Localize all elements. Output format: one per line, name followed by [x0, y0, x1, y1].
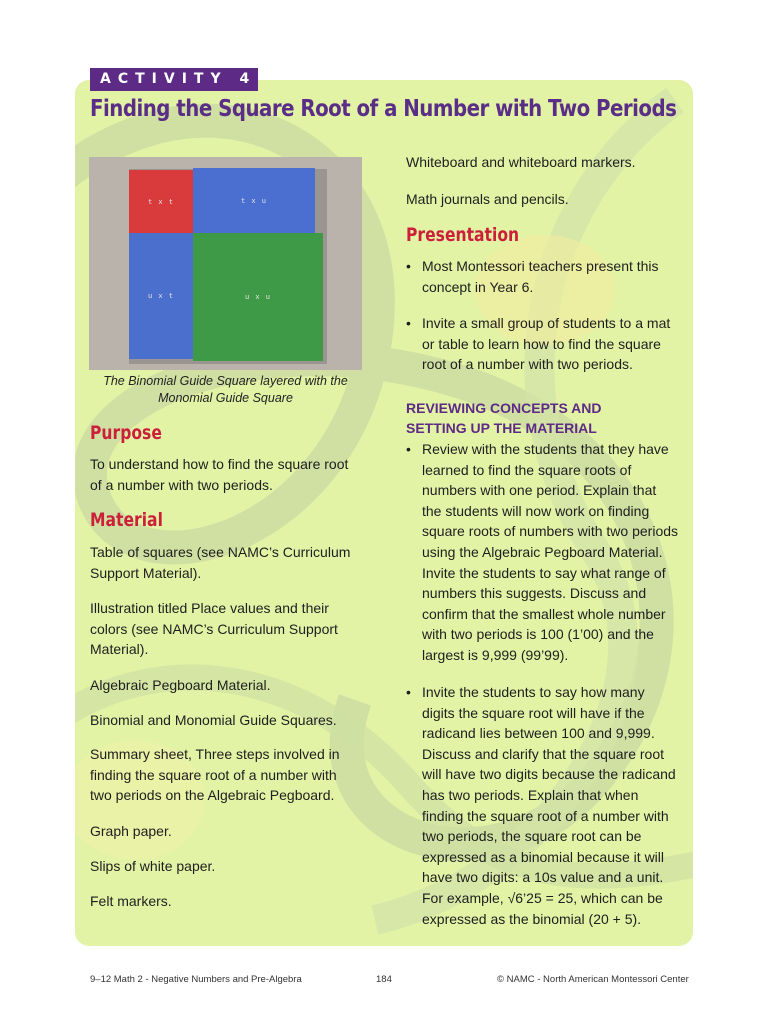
- square-u-x-u: u x u: [193, 233, 323, 361]
- reviewing-bullet: • Review with the students that they have learned to find the square roots of numbers with one period. Explain that the students will now work on finding square roots of numbers with two periods using the Algebraic Pegboard Material. Invite the students to say what range of numbers this suggests. Discuss and confirm that the smallest whole number with two periods is 100 (1’00) and the largest is 9,999 (99’99).: [406, 439, 678, 666]
- material-item: Binomial and Monomial Guide Squares.: [90, 712, 337, 728]
- photo-caption: The Binomial Guide Square layered with the Monomial Guide Square: [103, 374, 348, 405]
- material-item: Slips of white paper.: [90, 858, 216, 874]
- material-heading: Material: [90, 509, 163, 531]
- material-item: Illustration titled Place values and their colors (see NAMC’s Curriculum Support Material).: [90, 600, 338, 658]
- material-item: Math journals and pencils.: [406, 191, 569, 207]
- material-item: Algebraic Pegboard Material.: [90, 677, 271, 693]
- rect-u-x-t: u x t: [129, 233, 193, 359]
- square-t-x-t: t x t: [129, 170, 193, 233]
- page-title: Finding the Square Root of a Number with Two Periods: [90, 96, 677, 122]
- purpose-heading: Purpose: [90, 422, 162, 444]
- guide-square-photo: [89, 157, 362, 370]
- presentation-bullet: • Invite a small group of students to a mat or table to learn how to find the square root of a number with two periods.: [406, 313, 676, 375]
- footer-left: 9–12 Math 2 - Negative Numbers and Pre-Algebra: [90, 974, 302, 985]
- presentation-bullet: • Most Montessori teachers present this concept in Year 6.: [406, 256, 676, 297]
- presentation-heading: Presentation: [406, 224, 520, 246]
- reviewing-heading: REVIEWING CONCEPTS AND SETTING UP THE MATERIAL: [406, 400, 602, 436]
- reviewing-bullet: • Invite the students to say how many digits the square root will have if the radicand lies between 100 and 9,999. Discuss and clarify that the square root will have two digits because the radicand has two periods. Explain that when finding the square root of a number with two periods, the square root can be expressed as a binomial because it will have two digits: a 10s value and a unit. For example, √6’25 = 25, which can be expressed as the binomial (20 + 5).: [406, 682, 678, 929]
- rect-t-x-u: t x u: [193, 168, 315, 233]
- activity-tag: ACTIVITY 4: [90, 68, 258, 91]
- material-item: Table of squares (see NAMC’s Curriculum Support Material).: [90, 544, 351, 581]
- purpose-text: To understand how to find the square root of a number with two periods.: [90, 456, 349, 493]
- material-item: Whiteboard and whiteboard markers.: [406, 154, 636, 170]
- material-item: Felt markers.: [90, 893, 172, 909]
- footer-right: © NAMC - North American Montessori Center: [497, 974, 689, 985]
- material-item: Summary sheet, Three steps involved in finding the square root of a number with two periods on the Algebraic Pegboard.: [90, 746, 340, 804]
- material-item: Graph paper.: [90, 823, 172, 839]
- page-number: 184: [376, 974, 392, 985]
